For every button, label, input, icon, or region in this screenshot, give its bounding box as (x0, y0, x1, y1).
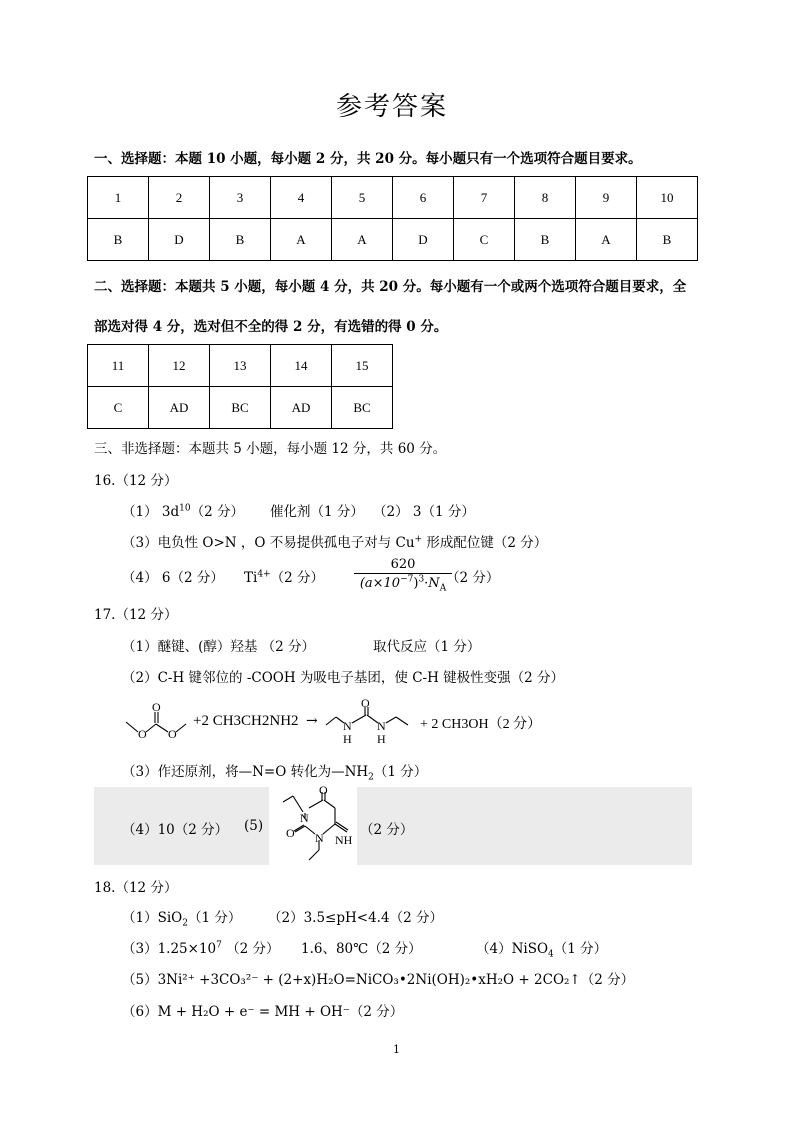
table-cell: 7 (454, 177, 515, 219)
q16-ti-charge: 4+ (257, 569, 271, 580)
table-cell: BC (332, 387, 393, 429)
q18-l1a: （1）SiO (122, 910, 183, 926)
q16-l3a: （4） 6（2 分） (122, 570, 224, 586)
q17-l4a: （4）10（2 分） (122, 822, 229, 838)
table-cell: 8 (515, 177, 576, 219)
q16-l2-tail: 形成配位键（2 分） (422, 535, 548, 551)
table-cell: B (88, 219, 149, 261)
atom-o: O (152, 700, 161, 714)
table-cell: B (515, 219, 576, 261)
section2-heading-line1: 二、选择题：本题共 5 小题，每小题 4 分，共 20 分。每小题有一个或两个选项符合题目要求，全 (94, 279, 687, 295)
atom-o: O (319, 786, 328, 797)
section2-answer-table (87, 344, 393, 429)
q16-l1d: （2） 3（1 分） (373, 504, 475, 520)
table-row (88, 387, 393, 429)
section3-heading: 三、非选择题：本题共 5 小题，每小题 12 分，共 60 分。 (94, 441, 447, 457)
table-cell: 10 (637, 177, 698, 219)
q18-l2a: （3）1.25×10 (122, 941, 217, 957)
atom-o: O (138, 727, 147, 741)
fraction-denominator (359, 575, 447, 594)
table-cell: 6 (393, 177, 454, 219)
dimethyl-carbonate-structure (122, 700, 202, 744)
q18-l3: （5）3Ni²⁺ +3CO₃²⁻ + (2+x)H₂O=NiCO₃•2Ni(OH)₂•xH₂O + 2CO₂↑（2 分） (122, 972, 635, 988)
table-cell: 4 (271, 177, 332, 219)
q18-l1b: （2）3.5≤pH<4.4（2 分） (268, 910, 443, 926)
fraction-numerator: 620 (390, 557, 416, 572)
q16-line2 (122, 531, 547, 551)
table-cell: 1 (88, 177, 149, 219)
q18-line2a (122, 937, 280, 957)
page-title: 参考答案 (336, 92, 449, 122)
q16-l1c: 催化剂（1 分） (270, 504, 364, 520)
table-cell: AD (149, 387, 210, 429)
q18-line1a (122, 906, 241, 929)
q18-l2c-sub: 4 (548, 949, 554, 960)
den-a: (a×10 (359, 576, 401, 592)
table-cell: 13 (210, 345, 271, 387)
imine-nh: NH (335, 833, 353, 847)
q16-label: 16.（12 分） (94, 473, 178, 489)
table-cell: A (332, 219, 393, 261)
table-cell: BC (210, 387, 271, 429)
q16-l3c: （2 分） (270, 570, 324, 586)
q16-frac-tail: （2 分） (446, 570, 500, 586)
table-cell: D (393, 219, 454, 261)
table-cell: C (88, 387, 149, 429)
table-cell: A (576, 219, 637, 261)
table-cell: 2 (149, 177, 210, 219)
atom-o: O (286, 826, 295, 840)
q18-l2c: （4）NiSO (476, 941, 549, 957)
q17-l1b: 取代反应（1 分） (373, 639, 481, 655)
q18-l1a-tail: （1 分） (187, 910, 242, 926)
table-cell: C (454, 219, 515, 261)
q18-l2b: 1.6、80℃（2 分） (301, 941, 422, 957)
q18-l2a-tail: （2 分） (221, 941, 280, 957)
den-sub: A (439, 583, 447, 594)
q16-l2: （3）电负性 O>N ，O 不易提供孤电子对与 Cu (122, 535, 415, 551)
q18-line2c (476, 937, 607, 960)
atom-n: N (315, 831, 324, 845)
q16-l1a: （1） 3d (122, 504, 180, 520)
table-cell: 11 (88, 345, 149, 387)
q16-l1b: （2 分） (190, 504, 244, 520)
table-cell: B (637, 219, 698, 261)
table-row (88, 345, 393, 387)
q17-eq-product: + 2 CH3OH（2 分） (420, 717, 542, 732)
q17-eq-reagent: +2 CH3CH2NH2 (193, 713, 299, 729)
table-row (88, 177, 698, 219)
q17-l3-sub: 2 (368, 772, 374, 783)
atom-n: N (377, 719, 386, 733)
q16-line1 (122, 500, 244, 520)
den-exp: −7 (400, 575, 414, 585)
table-cell: 15 (332, 345, 393, 387)
den-exp2: 3 (418, 575, 425, 585)
table-cell: 14 (271, 345, 332, 387)
atom-o: O (361, 697, 370, 710)
table-cell: 9 (576, 177, 637, 219)
q17-label: 17.（12 分） (94, 607, 178, 623)
den-b: ) (413, 576, 419, 592)
table-cell: A (271, 219, 332, 261)
q16-ti-ion: Ti (244, 570, 258, 586)
table-cell: B (210, 219, 271, 261)
atom-o: O (168, 727, 177, 741)
q17-l3-tail: （1 分） (373, 764, 428, 780)
q18-l2c-tail: （1 分） (553, 941, 608, 957)
q17-l4c: （2 分） (360, 822, 414, 838)
den-c: ·N (424, 576, 440, 592)
q17-l1a: （1）醚键、(醇）羟基 （2 分） (122, 639, 316, 655)
pyrimidine-ring-structure (269, 786, 357, 866)
q16-l1a-sup: 10 (179, 503, 191, 514)
section1-heading: 一、选择题：本题 10 小题，每小题 2 分，共 20 分。每小题只有一个选项符合题目要求。 (94, 151, 642, 167)
product-structure-box (269, 786, 357, 866)
table-cell: 5 (332, 177, 393, 219)
atom-n: N (300, 811, 309, 825)
diethylurea-structure (322, 697, 422, 747)
atom-n: N (343, 719, 352, 733)
reaction-arrow: → (306, 713, 318, 729)
density-fraction (354, 557, 452, 594)
atom-h: H (377, 732, 386, 746)
fraction-bar (354, 573, 452, 574)
table-cell: 12 (149, 345, 210, 387)
table-cell: D (149, 219, 210, 261)
section2-heading-line2: 部选对得 4 分，选对但不全的得 2 分，有选错的得 0 分。 (94, 319, 448, 335)
q16-l2-sup: + (414, 534, 423, 545)
table-cell: 3 (210, 177, 271, 219)
page-number: 1 (393, 1043, 400, 1056)
q17-l4b: (5) (244, 818, 264, 834)
q17-l2: （2）C-H 键邻位的 -COOH 为吸电子基团，使 C-H 键极性变强（2 分） (122, 670, 565, 686)
q18-label: 18.（12 分） (94, 880, 178, 896)
q16-l3b (244, 566, 324, 586)
q17-l3: （3）作还原剂，将—N=O 转化为—NH (122, 764, 369, 780)
q18-l2a-sup: 7 (216, 940, 222, 951)
q18-l1a-sub: 2 (182, 918, 188, 929)
atom-h: H (343, 732, 352, 746)
table-row (88, 219, 698, 261)
section1-answer-table (87, 176, 698, 261)
q18-l4: （6）M + H₂O + e⁻ = MH + OH⁻（2 分） (122, 1004, 404, 1020)
q17-line3 (122, 760, 427, 783)
table-cell: AD (271, 387, 332, 429)
